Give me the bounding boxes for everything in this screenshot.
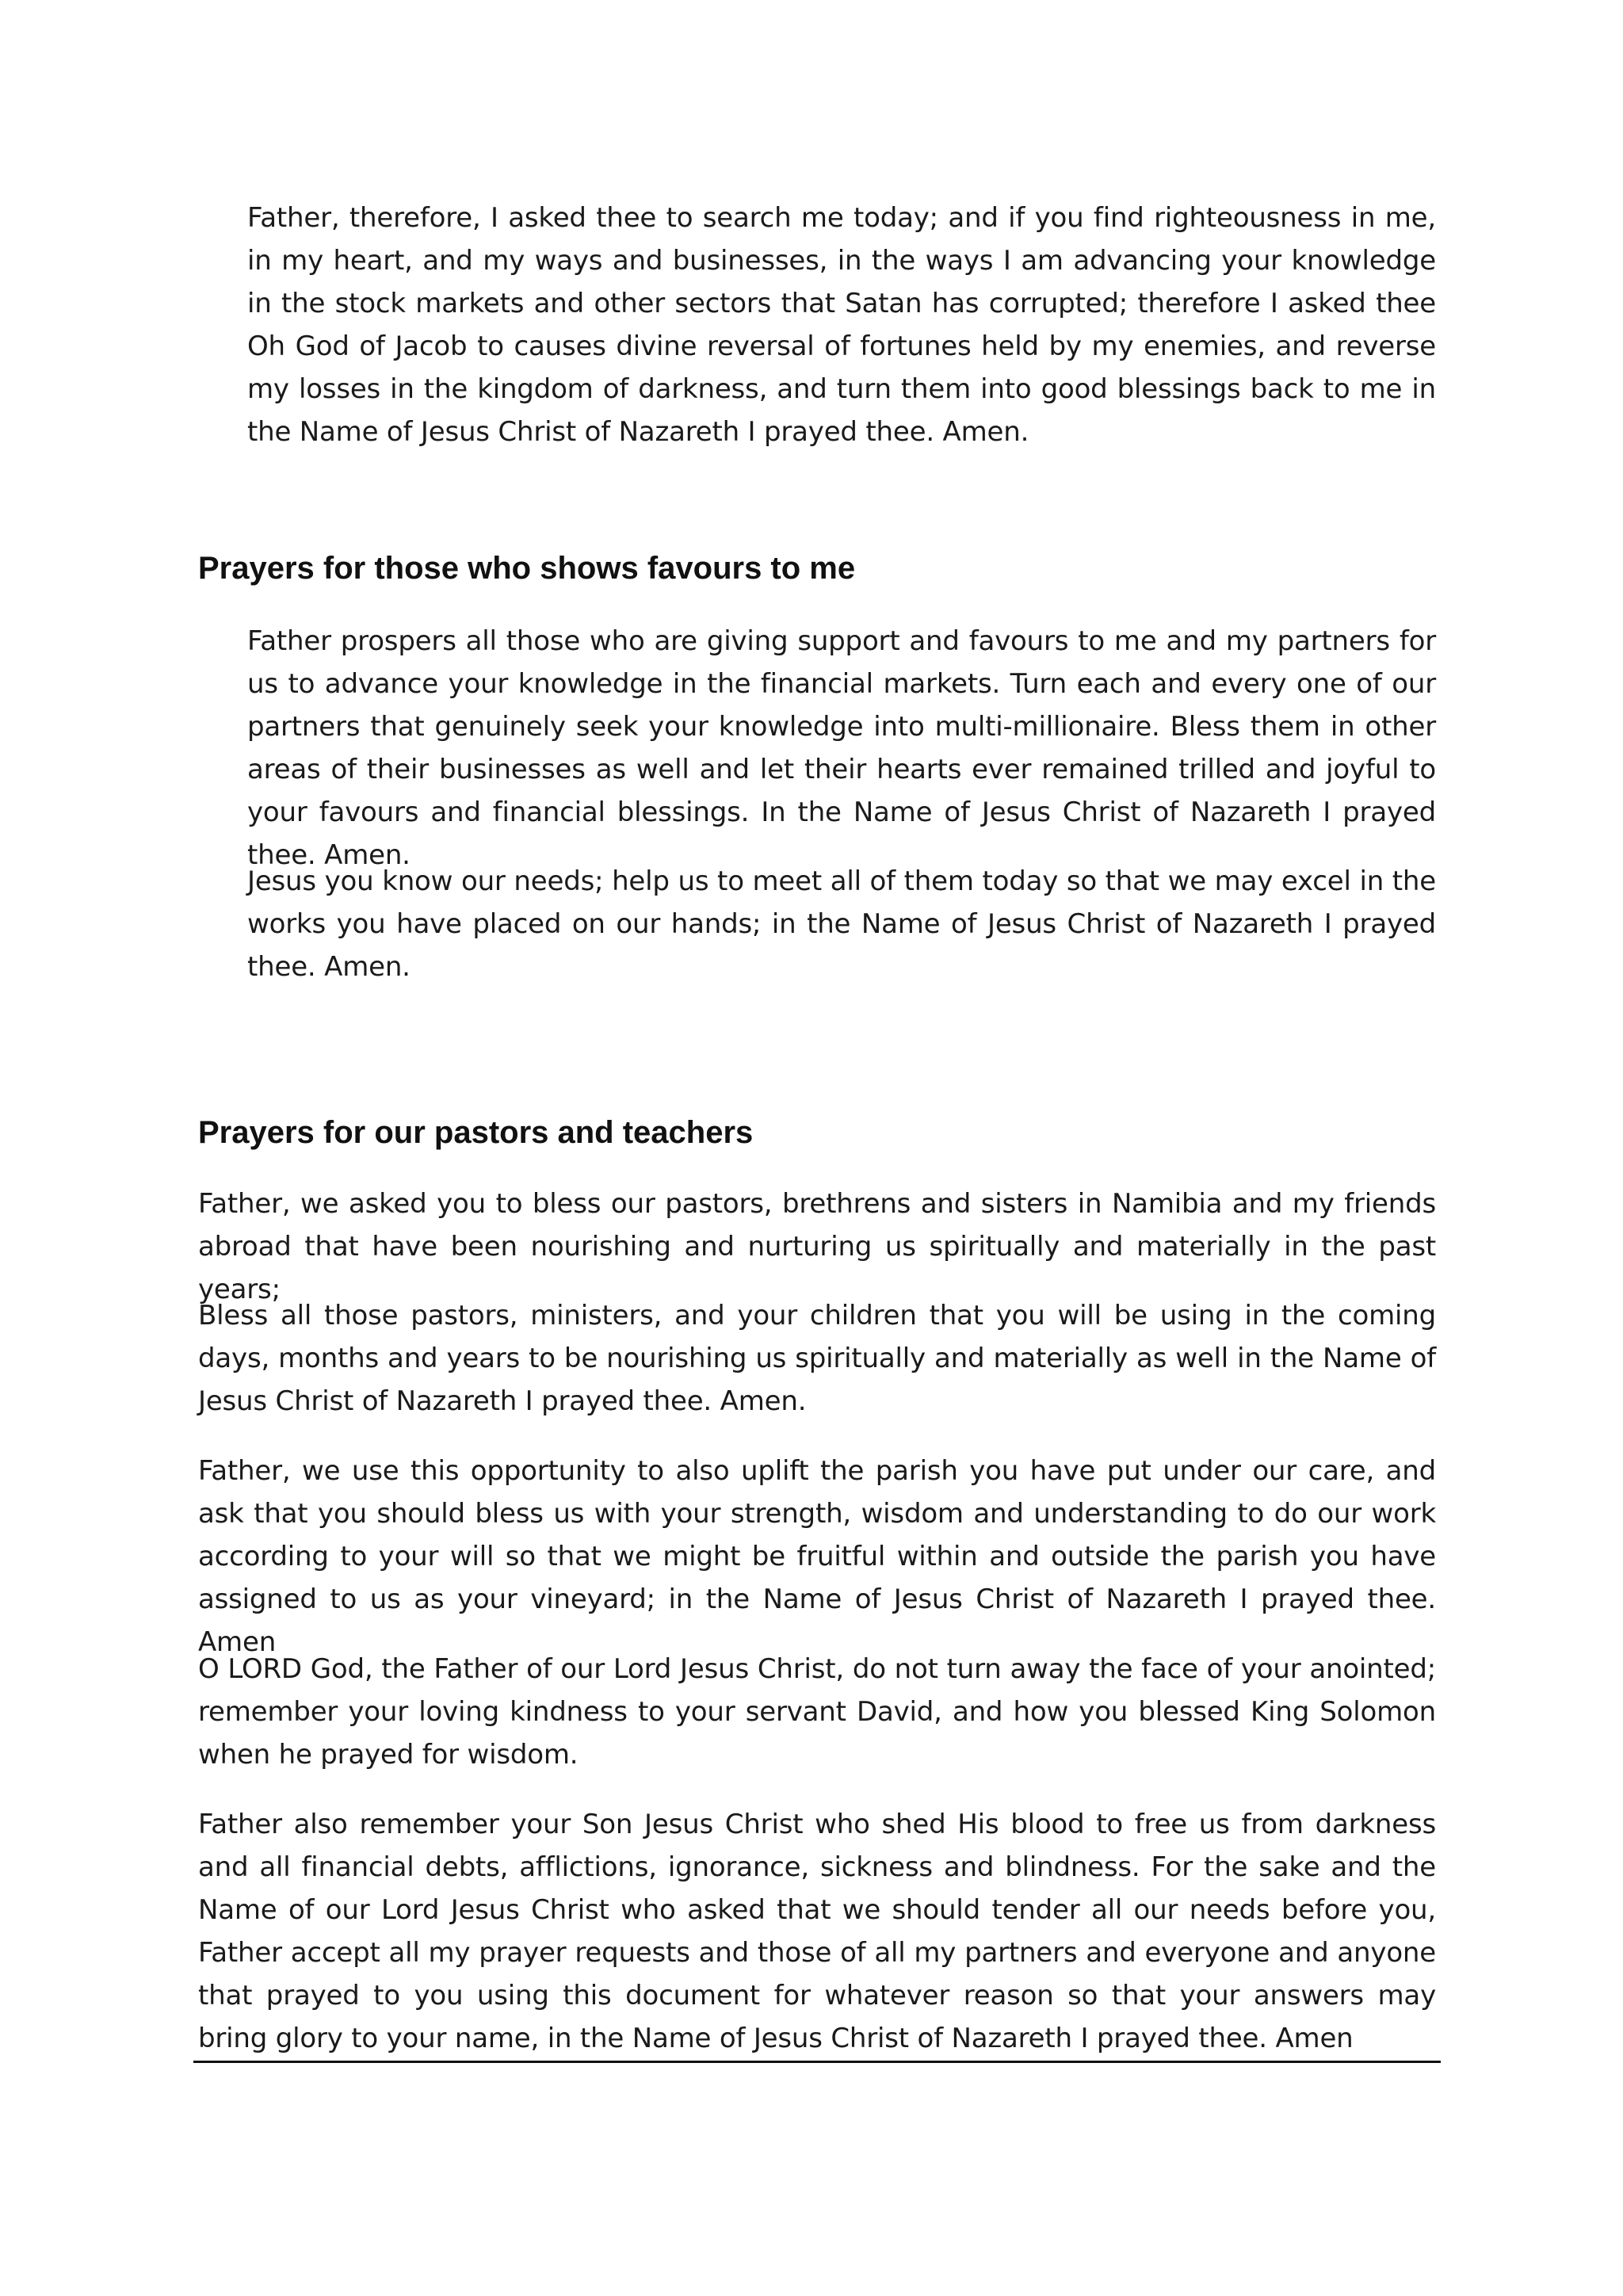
pastors-paragraph-1: Father, we asked you to bless our pastors, brethrens and sisters in Namibia and my friends abroad that have been nourishing and nurturing us spiritually and materially in the past years;: [198, 1188, 1436, 1305]
pastors-paragraph-5: Father also remember your Son Jesus Christ who shed His blood to free us from darkness and all financial debts, afflictions, ignorance, sickness and blindness. For the sake and the Name of our Lord Jesus Christ who asked that we should tender all our needs before you, Father accept all my prayer requests and those of all my partners and everyone and anyone that prayed to you using this document for whatever reason so that your answers may bring glory to your name, in the Name of Jesus Christ of Nazareth I prayed thee. Amen: [198, 1809, 1436, 2054]
pastors-paragraph-2: Bless all those pastors, ministers, and your children that you will be using in the coming days, months and years to be nourishing us spiritually and materially as well in the Name of Jesus Christ of Nazareth I prayed thee. Amen.: [198, 1300, 1436, 1417]
pastors-paragraph-3: Father, we use this opportunity to also uplift the parish you have put under our care, and ask that you should bless us with your strength, wisdom and understanding to do our work according to your will so that we might be fruitful within and outside the parish you have assigned to us as your vineyard; in the Name of Jesus Christ of Nazareth I prayed thee. Amen: [198, 1455, 1436, 1658]
heading-favours: Prayers for those who shows favours to me: [198, 551, 856, 586]
favours-paragraph-1: Father prospers all those who are giving support and favours to me and my partners for us to advance your knowledge in the financial markets. Turn each and every one of our partners that genuinely seek your knowledge into multi-millionaire. Bless them in other areas of their businesses as well and let their hearts ever remained trilled and joyful to your favours and financial blessings. In the Name of Jesus Christ of Nazareth I prayed thee. Amen.: [247, 625, 1436, 871]
pastors-paragraph-4: O LORD God, the Father of our Lord Jesus Christ, do not turn away the face of your anointed; remember your loving kindness to your servant David, and how you blessed King Solomon when he prayed for wisdom.: [198, 1653, 1436, 1771]
intro-paragraph: Father, therefore, I asked thee to search me today; and if you find righteousness in me, in my heart, and my ways and businesses, in the ways I am advancing your knowledge in the stock markets and other sectors that Satan has corrupted; therefore I asked thee Oh God of Jacob to causes divine reversal of fortunes held by my enemies, and reverse my losses in the kingdom of darkness, and turn them into good blessings back to me in the Name of Jesus Christ of Nazareth I prayed thee. Amen.: [247, 202, 1436, 448]
heading-pastors: Prayers for our pastors and teachers: [198, 1115, 754, 1150]
favours-paragraph-2: Jesus you know our needs; help us to meet all of them today so that we may excel in the works you have placed on our hands; in the Name of Jesus Christ of Nazareth I prayed thee. Amen.: [247, 865, 1436, 983]
footer-rule: [193, 2061, 1441, 2063]
